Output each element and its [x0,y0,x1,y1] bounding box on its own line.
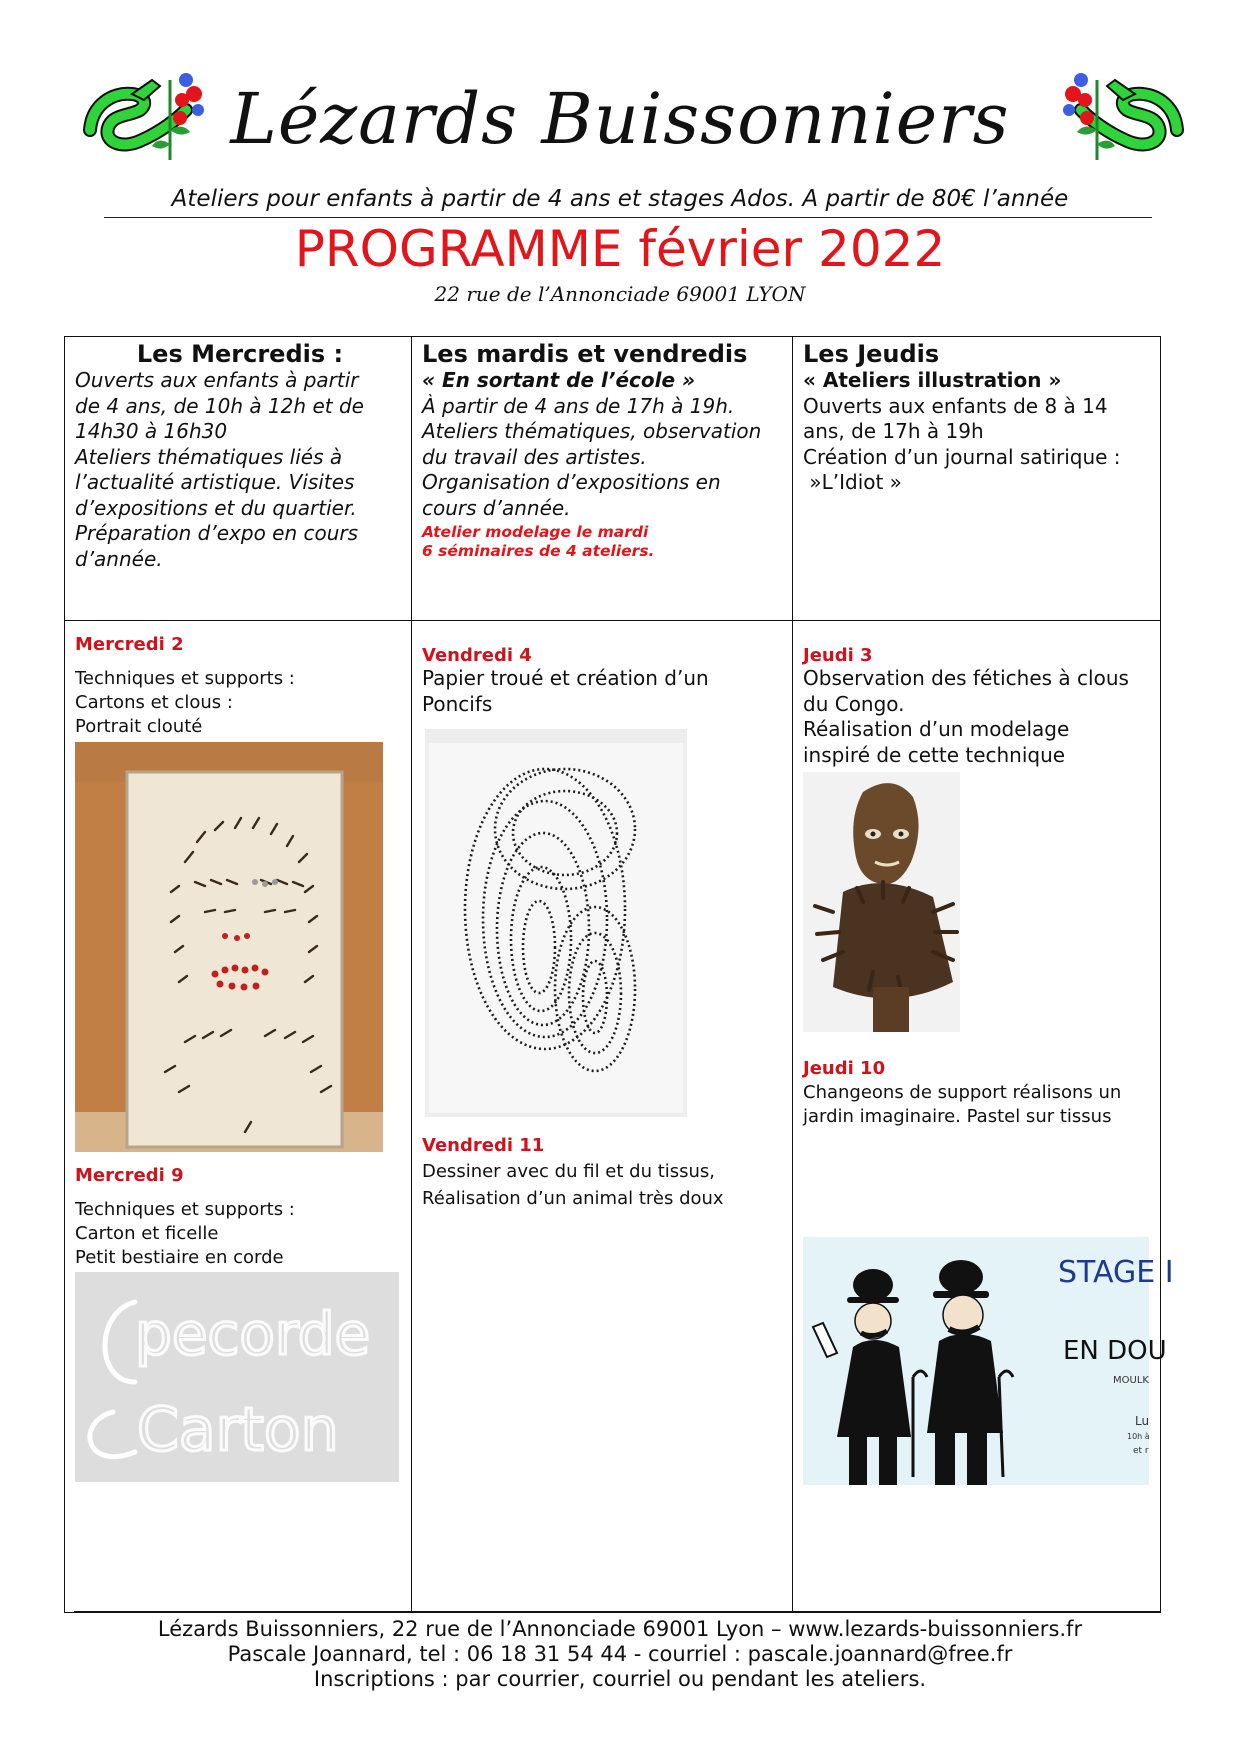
page-title: Lézards Buissonniers [230,78,1010,160]
column-subheading: « En sortant de l’école » [422,368,695,392]
row-divider [64,620,1161,621]
session-description [422,666,787,717]
column-divider [792,336,793,1613]
modelage-note [422,523,790,561]
text-line: Organisation d’expositions en [422,470,721,494]
cord-word-top: pecorde [135,1300,371,1368]
tagline: Ateliers pour enfants à partir de 4 ans et stages Ados. A partir de 80€ l’année [171,186,1069,212]
column-divider [411,336,412,1613]
session-date: Jeudi 3 [803,645,873,666]
header-divider [104,217,1152,218]
session-date: Mercredi 9 [75,1165,184,1186]
text-line: Changeons de support réalisons un [803,1082,1122,1103]
column-mercredis [75,340,405,572]
nail-portrait-photo [75,742,383,1152]
text-line: du Congo. [803,691,905,716]
session-mercredi-2 [75,634,405,739]
session-date: Vendredi 11 [422,1135,545,1156]
nkisi-fetish-photo [803,772,960,1032]
footer-contact: Pascale Joannard, tel : 06 18 31 54 44 - courriel : pascale.joannard@free.fr [227,1642,1013,1666]
session-jeudi-3 [803,645,1158,768]
text-line: Réalisation d’un modelage [803,717,1070,741]
note-line: Atelier modelage le mardi [422,523,649,541]
note-line: 6 séminaires de 4 ateliers. [422,542,655,560]
stage-poster-line: MOULK [1113,1375,1149,1386]
text-line: Ouverts aux enfants à partir [75,368,359,392]
text-line: Ateliers thématiques liés à [75,444,343,469]
column-description [803,394,1158,496]
text-line: Préparation d’expo en cours [75,521,359,545]
text-line: jardin imaginaire. Pastel sur tissus [803,1106,1112,1127]
session-date: Jeudi 10 [803,1058,886,1079]
text-line: Poncifs [422,691,493,716]
text-line: Carton et ficelle [75,1223,219,1244]
cord-lettering-photo [75,1272,399,1482]
stage-poster-title: STAGE I [1058,1255,1174,1290]
session-description [422,1158,787,1212]
text-line: inspiré de cette technique [803,742,1066,767]
text-line: d’année. [75,546,163,571]
footer-inscriptions: Inscriptions : par courrier, courriel ou pendant les ateliers. [313,1667,927,1691]
cord-word-bottom: Carton [137,1395,339,1465]
text-line: cours d’année. [422,495,571,520]
session-date: Vendredi 4 [422,645,532,666]
text-line: Techniques et supports : [75,1199,295,1220]
text-line: Petit bestiaire en corde [75,1247,284,1268]
stage-poster-line: 10h à [1127,1432,1150,1441]
column-mardis-vendredis [422,340,790,561]
stage-poster-line: EN DOU [1063,1336,1167,1366]
session-description [803,666,1158,768]
text-line: 14h30 à 16h30 [75,419,228,443]
column-jeudis [803,340,1158,496]
session-description [803,1081,1158,1129]
stage-poster-line: Lu [1135,1414,1150,1428]
session-description [75,667,405,739]
text-line: Papier troué et création d’un [422,666,709,690]
text-line: Techniques et supports : [75,668,295,689]
text-line: Portrait clouté [75,716,203,737]
text-line: de 4 ans, de 10h à 12h et de [75,393,364,418]
session-vendredi-4 [422,645,787,717]
stage-poster-image [803,1237,1174,1485]
table-bottom-rule [74,1611,1161,1613]
session-mercredi-9 [75,1165,405,1270]
text-line: Cartons et clous : [75,692,233,713]
column-description [75,368,405,572]
session-description [75,1198,405,1270]
text-line: Observation des fétiches à clous [803,666,1129,690]
stage-poster-line: et r [1133,1446,1149,1456]
column-heading: Les Jeudis [803,340,940,368]
text-line: d’expositions et du quartier. [75,495,357,520]
column-heading: Les mardis et vendredis [422,340,748,368]
session-vendredi-11 [422,1135,787,1212]
text-line: du travail des artistes. [422,444,647,469]
text-line: Ateliers thématiques, observation [422,419,762,443]
programme-title: PROGRAMME février 2022 [294,220,946,278]
text-line: »L’Idiot » [803,470,902,494]
text-line: Création d’un journal satirique : [803,444,1121,469]
address: 22 rue de l’Annonciade 69001 LYON [434,282,806,306]
footer-address: Lézards Buissonniers, 22 rue de l’Annonciade 69001 Lyon – www.lezards-buissonniers.fr [157,1617,1083,1641]
text-line: l’actualité artistique. Visites [75,470,355,494]
column-subheading: « Ateliers illustration » [803,368,1062,392]
session-jeudi-10 [803,1058,1158,1129]
session-date: Mercredi 2 [75,634,184,655]
text-line: Ouverts aux enfants de 8 à 14 [803,393,1108,418]
column-heading: Les Mercredis : [136,340,344,368]
text-line: Dessiner avec du fil et du tissus, [422,1161,716,1182]
text-line: À partir de 4 ans de 17h à 19h. [422,393,735,418]
text-line: ans, de 17h à 19h [803,419,984,443]
pricked-paper-photo [425,729,687,1117]
text-line: Réalisation d’un animal très doux [422,1188,724,1209]
column-description [422,394,790,522]
